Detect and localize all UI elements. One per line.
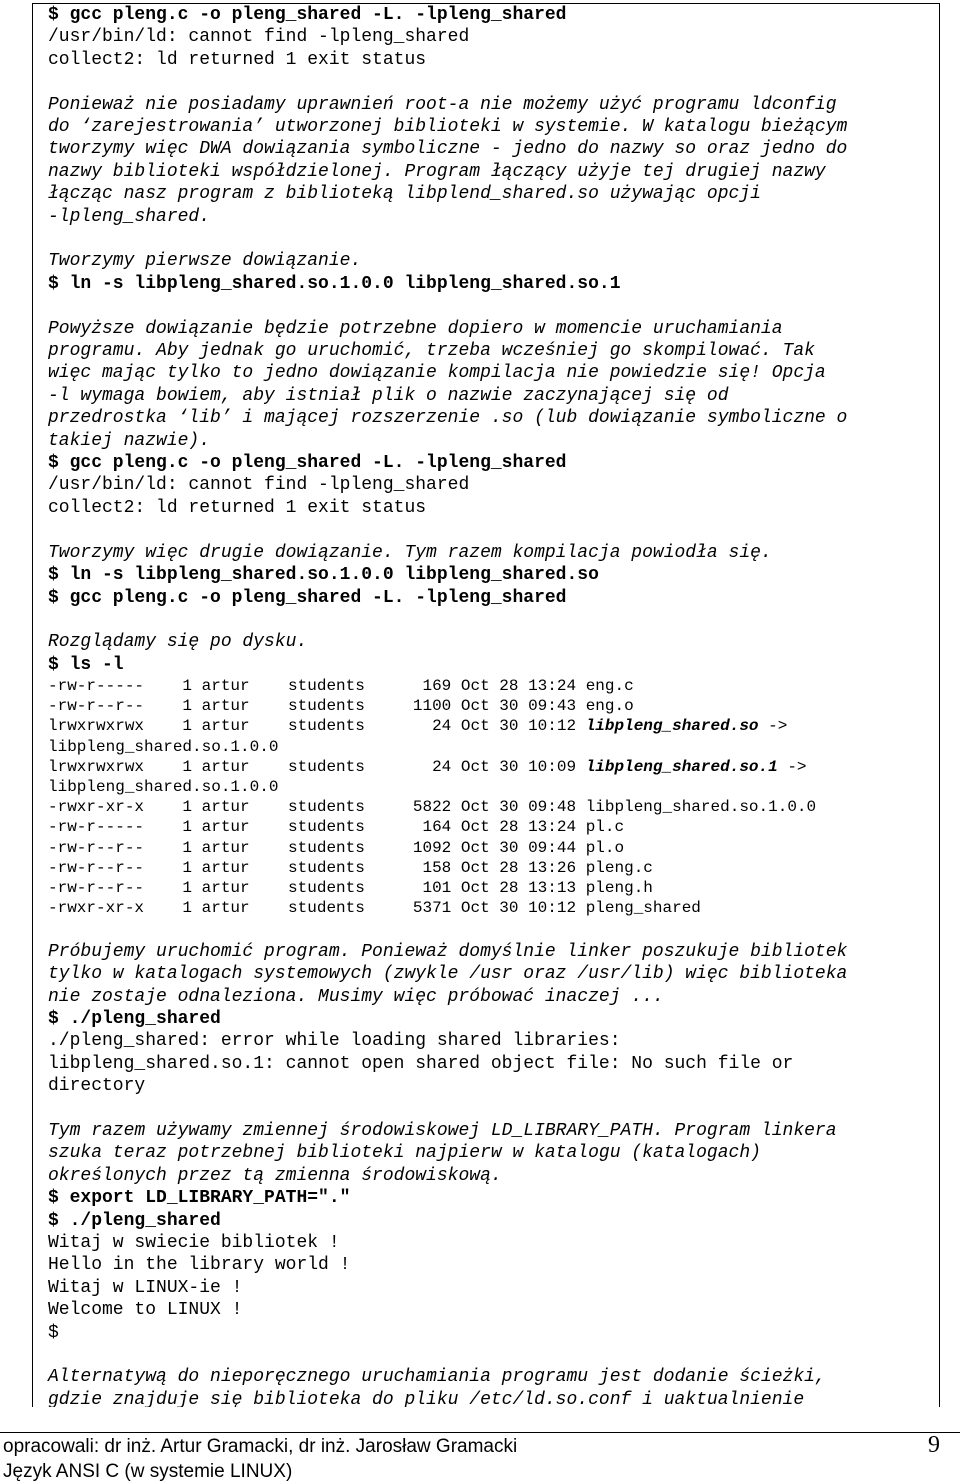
command-line: $ gcc pleng.c -o pleng_shared -L. -lpleng_shared — [48, 587, 567, 608]
output-line: $ — [48, 1322, 59, 1343]
prose-line: gdzie znajduje się biblioteka do pliku /etc/ld.so.conf i uaktualnienie — [48, 1389, 805, 1407]
ls-link-arrow: -> — [777, 757, 807, 776]
output-line: Witaj w swiecie bibliotek ! — [48, 1233, 340, 1254]
prose-line: Tym razem używamy zmiennej środowiskowej LD_LIBRARY_PATH. Program linkera — [48, 1120, 837, 1141]
blank-line — [48, 519, 933, 541]
ls-row-text: -rw-r--r-- 1 artur students 1092 Oct 30 09:44 pl.o — [48, 838, 625, 857]
prose-line: Ponieważ nie posiadamy uprawnień root-a nie możemy użyć programu ldconfig — [48, 94, 837, 115]
footer-rule — [0, 1432, 960, 1433]
ls-row-text: -rw-r--r-- 1 artur students 101 Oct 28 13:13 pleng.h — [48, 878, 653, 897]
blank-line — [48, 918, 933, 940]
prose-line: takiej nazwie). — [48, 430, 211, 451]
document-content — [48, 4, 933, 1407]
ls-row-text: -rw-r----- 1 artur students 169 Oct 28 13:24 eng.c — [48, 677, 634, 696]
prose-line: szuka teraz potrzebnej biblioteki najpierw w katalogu (katalogach) — [48, 1143, 761, 1164]
output-line: /usr/bin/ld: cannot find -lpleng_shared — [48, 475, 470, 496]
page-number: 9 — [928, 1432, 940, 1458]
prose-line: -lpleng_shared. — [48, 206, 211, 227]
document-frame — [32, 3, 940, 1407]
command-line: $ ln -s libpleng_shared.so.1.0.0 libpleng_shared.so.1 — [48, 273, 621, 294]
prose-line: łącząc nasz program z biblioteką libplend_shared.so używając opcji — [48, 184, 761, 205]
ls-row-text: -rwxr-xr-x 1 artur students 5822 Oct 30 09:48 libpleng_shared.so.1.0.0 — [48, 798, 817, 817]
command-line: $ ./pleng_shared — [48, 1008, 221, 1029]
ls-row — [48, 737, 933, 757]
output-line: Witaj w LINUX-ie ! — [48, 1277, 243, 1298]
output-line: collect2: ld returned 1 exit status — [48, 497, 427, 518]
ls-row — [48, 817, 933, 837]
ls-row-text: -rw-r--r-- 1 artur students 158 Oct 28 13:26 pleng.c — [48, 858, 653, 877]
ls-row-text: libpleng_shared.so.1.0.0 — [48, 737, 279, 756]
ls-row — [48, 696, 933, 716]
ls-row-text: -rw-r----- 1 artur students 164 Oct 28 13:24 pl.c — [48, 818, 625, 837]
output-line: ./pleng_shared: error while loading shared libraries: — [48, 1031, 621, 1052]
prose-line: nazwy biblioteki współdzielonej. Program łączący użyje tej drugiej nazwy — [48, 161, 826, 182]
output-line: Hello in the library world ! — [48, 1255, 351, 1276]
output-line: collect2: ld returned 1 exit status — [48, 49, 427, 70]
output-line: Welcome to LINUX ! — [48, 1300, 243, 1321]
output-line: /usr/bin/ld: cannot find -lpleng_shared — [48, 27, 470, 48]
ls-row — [48, 858, 933, 878]
blank-line — [48, 228, 933, 250]
prose-line: Tworzymy więc drugie dowiązanie. Tym razem kompilacja powiodła się. — [48, 542, 772, 563]
ls-row — [48, 716, 933, 736]
prose-line: do ‘zarejestrowania’ utworzonej biblioteki w systemie. W katalogu bieżącym — [48, 117, 848, 138]
output-line: libpleng_shared.so.1: cannot open shared object file: No such file or — [48, 1053, 794, 1074]
ls-row — [48, 838, 933, 858]
prose-line: Alternatywą do nieporęcznego uruchamiania programu jest dodanie ścieżki, — [48, 1367, 826, 1388]
output-line: directory — [48, 1076, 146, 1097]
ls-link-name: libpleng_shared.so — [585, 717, 759, 736]
blank-line — [48, 1344, 933, 1366]
text-block-2 — [48, 918, 933, 1407]
ls-row-text: lrwxrwxrwx 1 artur students 24 Oct 30 10:09 — [48, 757, 586, 776]
command-line: $ ./pleng_shared — [48, 1210, 221, 1231]
ls-row-text: libpleng_shared.so.1.0.0 — [48, 778, 279, 797]
footer-authors: opracowali: dr inż. Artur Gramacki, dr inż. Jarosław Gramacki — [3, 1436, 518, 1457]
prose-line: tworzymy więc DWA dowiązania symboliczne - jedno do nazwy so oraz jedno do — [48, 139, 848, 160]
prose-line: Powyższe dowiązanie będzie potrzebne dopiero w momencie uruchamiania — [48, 318, 783, 339]
ls-row — [48, 878, 933, 898]
command-line: $ ls -l — [48, 654, 124, 675]
blank-line — [48, 1098, 933, 1120]
prose-line: więc mając tylko to jedno dowiązanie kompilacja nie powiedzie się! Opcja — [48, 363, 826, 384]
ls-row-text: -rw-r--r-- 1 artur students 1100 Oct 30 09:43 eng.o — [48, 697, 634, 716]
blank-line — [48, 71, 933, 93]
prose-line: określonych przez tą zmienna środowiskową. — [48, 1165, 502, 1186]
ls-row — [48, 757, 933, 777]
prose-line: -l wymaga bowiem, aby istniał plik o nazwie zaczynającej się od — [48, 385, 729, 406]
prose-line: Próbujemy uruchomić program. Ponieważ domyślnie linker poszukuje bibliotek — [48, 941, 848, 962]
command-line: $ ln -s libpleng_shared.so.1.0.0 libpleng_shared.so — [48, 565, 599, 586]
command-line: $ gcc pleng.c -o pleng_shared -L. -lpleng_shared — [48, 5, 567, 25]
ls-row-text: -rwxr-xr-x 1 artur students 5371 Oct 30 10:12 pleng_shared — [48, 899, 701, 918]
ls-listing — [48, 676, 933, 918]
blank-line — [48, 609, 933, 631]
command-line: $ gcc pleng.c -o pleng_shared -L. -lpleng_shared — [48, 453, 567, 474]
prose-line: Tworzymy pierwsze dowiązanie. — [48, 251, 362, 272]
prose-line: nie zostaje odnaleziona. Musimy więc próbować inaczej ... — [48, 986, 664, 1007]
ls-row — [48, 898, 933, 918]
prose-line: przedrostka ‘lib’ i mającej rozszerzenie .so (lub dowiązanie symboliczne o — [48, 408, 848, 429]
ls-link-name: libpleng_shared.so.1 — [585, 757, 778, 776]
ls-row — [48, 676, 933, 696]
ls-link-arrow: -> — [758, 717, 788, 736]
prose-line: programu. Aby jednak go uruchomić, trzeba wcześniej go skompilować. Tak — [48, 341, 815, 362]
ls-row-text: lrwxrwxrwx 1 artur students 24 Oct 30 10:12 — [48, 717, 586, 736]
blank-line — [48, 295, 933, 317]
ls-row — [48, 797, 933, 817]
prose-line: tylko w katalogach systemowych (zwykle /usr oraz /usr/lib) więc biblioteka — [48, 964, 848, 985]
command-line: $ export LD_LIBRARY_PATH="." — [48, 1188, 351, 1209]
text-block-1 — [48, 4, 933, 676]
ls-row — [48, 777, 933, 797]
footer-subtitle: Język ANSI C (w systemie LINUX) — [3, 1461, 293, 1482]
prose-line: Rozglądamy się po dysku. — [48, 632, 308, 653]
